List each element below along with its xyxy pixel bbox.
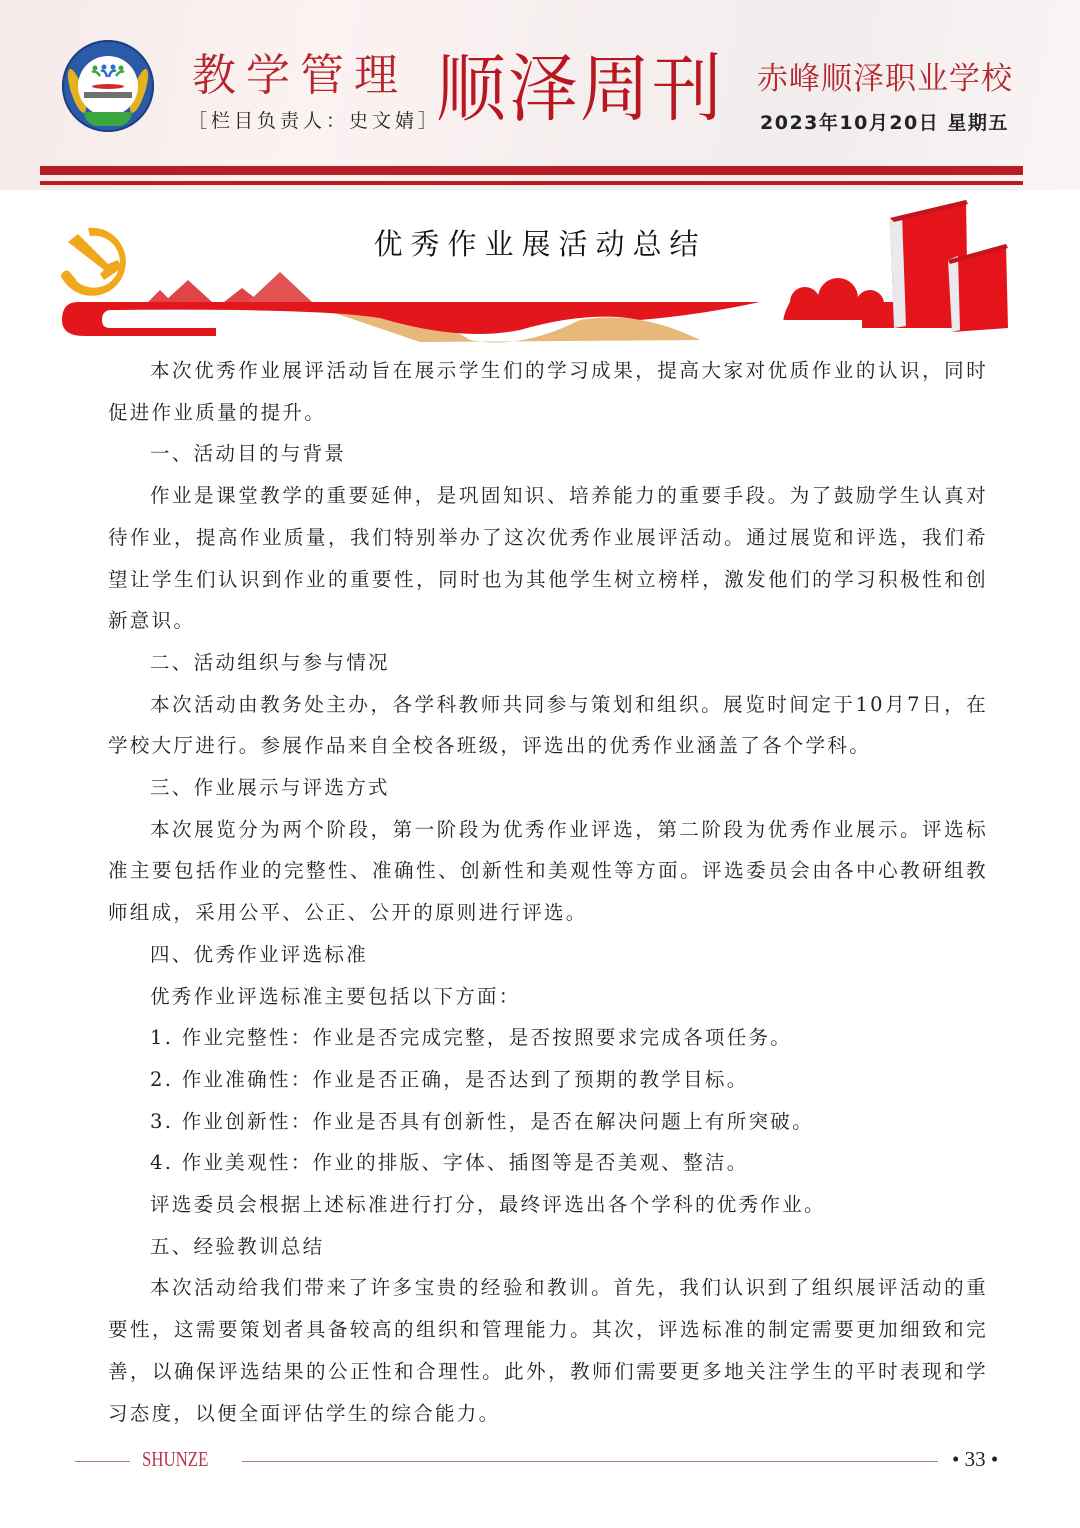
magazine-title: 顺泽周刊: [436, 45, 724, 133]
section-heading-5: 五、经验教训总结: [150, 1234, 325, 1258]
article-body: [108, 350, 988, 1434]
section-heading-2: 二、活动组织与参与情况: [150, 650, 390, 674]
section-body-3: 本次展览分为两个阶段，第一阶段为优秀作业评选，第二阶段为优秀作业展示。评选标准主要包括作业的完整性、准确性、创新性和美观性等方面。评选委员会由各中心教研组教师组成，采用公平、公正、公开的原则进行评选。: [108, 817, 988, 925]
criteria-item-1: 1. 作业完整性：作业是否完成完整，是否按照要求完成各项任务。: [150, 1026, 793, 1050]
students-figure-icon: [90, 64, 126, 80]
school-logo-icon: [62, 40, 154, 132]
header-divider-thick: [40, 166, 1023, 175]
page-number: • 33 •: [952, 1447, 999, 1471]
criteria-item-3: 3. 作业创新性：作业是否具有创新性，是否在解决问题上有所突破。: [150, 1109, 814, 1133]
cloud-gap: [782, 320, 862, 328]
criteria-item-2: 2. 作业准确性：作业是否正确，是否达到了预期的教学目标。: [150, 1067, 749, 1091]
mountains-decoration: [148, 272, 312, 302]
books-icon: [890, 200, 1008, 332]
section-heading-1: 一、活动目的与背景: [150, 442, 347, 466]
section-body-1: 作业是课堂教学的重要延伸，是巩固知识、培养能力的重要手段。为了鼓励学生认真对待作业，提高作业质量，我们特别举办了这次优秀作业展评活动。通过展览和评选，我们希望让学生们认识到作业的重要性，同时也为其他学生树立榜样，激发他们的学习积极性和创新意识。: [108, 484, 988, 633]
intro-paragraph: 本次优秀作业展评活动旨在展示学生们的学习成果，提高大家对优质作业的认识，同时促进作业质量的提升。: [108, 359, 988, 424]
footer-rule-left: [75, 1461, 130, 1462]
section-body-2: 本次活动由教务处主办，各学科教师共同参与策划和组织。展览时间定于10月7日，在学校大厅进行。参展作品来自全校各班级，评选出的优秀作业涵盖了各个学科。: [108, 692, 988, 758]
logo-school-name: [84, 92, 132, 98]
criteria-conclusion: 评选委员会根据上述标准进行打分，最终评选出各个学科的优秀作业。: [150, 1193, 826, 1217]
logo-book-icon: [92, 84, 124, 89]
issue-date: 2023年10月20日 星期五: [760, 112, 1009, 134]
column-owner: ［栏目负责人：史文婧］: [188, 110, 442, 132]
section-heading-4: 四、优秀作业评选标准: [150, 942, 369, 966]
header-divider-thin: [40, 181, 1023, 185]
logo-hands-icon: [84, 112, 132, 126]
footer-brand: SHUNZE: [142, 1447, 209, 1471]
criteria-intro: 优秀作业评选标准主要包括以下方面：: [150, 984, 521, 1008]
footer-rule-right: [242, 1461, 938, 1462]
section-heading-3: 三、作业展示与评选方式: [150, 776, 390, 800]
title-banner: [0, 190, 1080, 350]
article-title: 优秀作业展活动总结: [373, 227, 707, 261]
criteria-item-4: 4. 作业美观性：作业的排版、字体、插图等是否美观、整洁。: [150, 1151, 749, 1175]
column-title: 教学管理: [192, 50, 408, 101]
section-body-5: 本次活动给我们带来了许多宝贵的经验和教训。首先，我们认识到了组织展评活动的重要性，这需要策划者具备较高的组织和管理能力。其次，评选标准的制定需要更加细致和完善，以确保评选结果的公正性和合理性。此外，教师们需要更多地关注学生的平时表现和学习态度，以便全面评估学生的综合能力。: [108, 1276, 988, 1425]
school-name: 赤峰顺泽职业学校: [757, 61, 1013, 97]
